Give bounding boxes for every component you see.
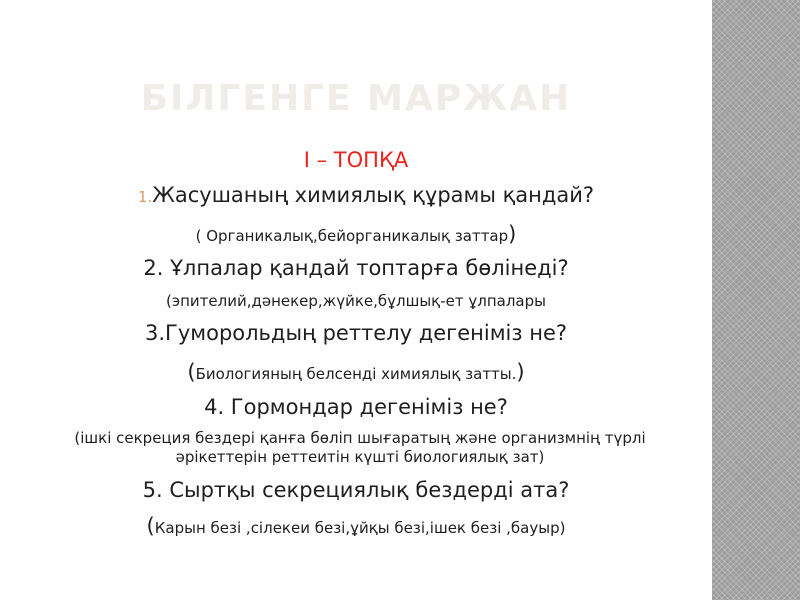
question-1 <box>0 183 712 207</box>
question-4: 4. Гормондар дегеніміз не? <box>204 395 508 419</box>
slide-title: БІЛГЕНГЕ МАРЖАН <box>140 78 572 119</box>
answer-3-close-paren: ) <box>516 360 525 384</box>
answer-1-open-paren: ( <box>195 227 202 245</box>
answer-5-text: Карын безі ,сілекеи безі,ұйқы безі,ішек безі ,бауыр) <box>154 519 566 537</box>
answer-2: (эпителий,дәнекер,жүйке,бұлшық-ет ұлпалары <box>166 292 546 310</box>
question-1-text: Жасушаның химиялық құрамы қандай? <box>152 183 595 207</box>
question-3: 3.Гуморольдың реттелу дегеніміз не? <box>144 321 568 345</box>
answer-3-text: Биологияның белсенді химиялық затты. <box>195 365 517 383</box>
group-label: I – ТОПҚА <box>303 148 409 172</box>
answer-1 <box>0 222 712 246</box>
question-2: 2. Ұлпалар қандай топтарға бөлінеді? <box>143 256 569 280</box>
answer-3-open-paren: ( <box>187 360 196 384</box>
answer-1-text: Органикалық,бейорганикалық заттар <box>201 227 509 245</box>
question-1-number: 1. <box>137 188 153 206</box>
answer-5 <box>0 514 712 538</box>
question-5: 5. Сыртқы секрециялық бездерді ата? <box>142 478 570 502</box>
answer-3 <box>0 360 712 384</box>
answer-4: (ішкі секреция бездері қанға бөліп шығаратың және организмнің түрлі әрікеттерін реттеитін күшті биологиялық зат) <box>74 429 646 466</box>
answer-1-close-paren: ) <box>508 222 517 246</box>
decorative-side-panel <box>712 0 800 600</box>
answer-5-open-paren: ( <box>146 514 155 538</box>
